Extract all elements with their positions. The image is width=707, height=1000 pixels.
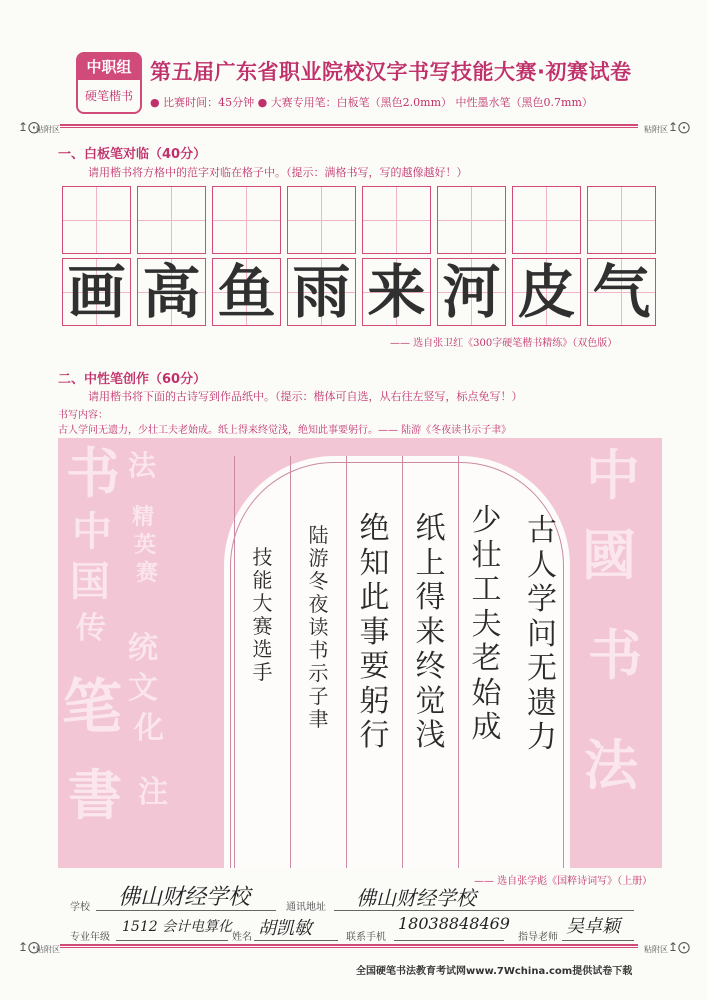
watermark-char: 法 [584,733,638,797]
model-cell [137,258,206,326]
badge-top: 中职组 [78,54,140,80]
grade-value: 1512 会计电算化 [122,919,233,935]
poem-char: 要 [359,649,390,684]
name-label: 姓名 [232,932,252,943]
poem-char: 上 [415,545,446,581]
poem-column [458,456,514,868]
poem-line [347,512,402,754]
model-grid [62,258,656,326]
poem-char: 问 [527,616,557,652]
section1-source: —— 选自张卫红《300字硬笔楷书精练》（双色版） [390,338,618,349]
margin-tag: 粘附区 [644,125,668,134]
poem-char: 知 [359,545,390,581]
poem-char: 赛 [252,614,273,638]
poem-char: 游 [308,546,329,570]
poem-char: 躬 [359,683,390,719]
watermark-char: 注 [138,775,168,810]
content-label: 书写内容： [58,410,108,421]
watermark-char: 书 [66,441,120,505]
footer-text: 全国硬笔书法教育考试网www.7Wchina.com提供试卷下载 [356,966,633,977]
poem-column [346,456,402,868]
watermark-char: 书 [588,623,642,687]
poem-column [514,456,570,868]
phone-field[interactable] [394,940,504,941]
school-label: 学校 [70,902,90,913]
watermark-char: 國 [582,523,636,587]
address-label: 通讯地址 [286,902,326,913]
binding-mark-icon: ↥⨀ [668,120,691,134]
poem-char: 壮 [471,537,502,573]
poem-char: 技 [252,545,273,569]
practice-cell[interactable] [212,186,281,254]
poem-char: 遗 [527,685,557,721]
poem-column [234,456,290,868]
poem-line [514,514,570,756]
poem-char: 冬 [308,569,329,593]
poem-char: 手 [252,660,273,684]
watermark-char: 笔 [62,673,122,743]
margin-tag: 粘附区 [644,945,668,954]
phone-value: 18038848469 [398,914,510,933]
watermark-char: 文 [128,671,158,706]
poem-char: 学 [527,582,557,617]
watermark-char: 传 [76,611,106,646]
watermark-char: 英 [134,532,157,558]
teacher-field[interactable] [562,940,634,941]
watermark-char: 精 [132,504,155,530]
exam-info: ● 比赛时间：45分钟 ● 大赛专用笔：白板笔（黑色2.0mm） 中性墨水笔（黑色0.7mm） [150,96,593,109]
poem-char: 得 [415,580,446,615]
practice-cell[interactable] [437,186,506,254]
poem-char: 大 [252,591,273,615]
poem-line [403,512,458,754]
poem-line [459,504,514,746]
school-value: 佛山财经学校 [118,885,251,910]
model-char: 河 [442,258,501,326]
poem-char: 纸 [415,511,446,546]
teacher-value: 吴卓颖 [566,916,620,937]
watermark-char: 中 [72,508,112,555]
model-char: 鱼 [217,258,276,326]
grade-field[interactable] [116,940,228,941]
practice-cell[interactable] [287,186,356,254]
model-char: 高 [142,258,201,326]
poem-char: 选 [252,637,273,661]
model-char: 画 [67,258,126,326]
watermark-char: 化 [134,711,164,746]
poem-char: 子 [308,684,329,708]
poem-char: 读 [308,615,329,639]
poem-char: 示 [308,661,329,685]
poem-char: 成 [471,710,502,745]
practice-cell[interactable] [137,186,206,254]
margin-tag: 粘附区 [36,945,60,954]
model-cell [512,258,581,326]
poem-column [290,456,346,868]
poem-char: 能 [252,568,273,592]
poem-char: 古 [527,513,557,548]
poem-char: 少 [471,503,502,538]
section2-source: —— 选自张学彪《国粹诗词写》（上册） [474,876,653,887]
section2-title: 二、中性笔创作（60分） [58,372,207,387]
poem-char: 力 [527,720,557,755]
practice-cell[interactable] [62,186,131,254]
poem-char: 陆 [308,523,329,547]
content-text: 古人学问无遗力，少壮工夫老始成。纸上得来终觉浅，绝知此事要躬行。—— 陆游《冬夜读书示子聿》 [58,425,512,436]
poem-char: 始 [471,675,502,711]
poem-char: 觉 [415,683,446,719]
poem-signature [235,546,290,684]
name-value: 胡凯敏 [258,918,312,939]
poem-char: 终 [415,649,446,684]
practice-cell[interactable] [587,186,656,254]
grade-label: 专业年级 [70,932,110,943]
watermark-char: 法 [128,449,157,482]
poem-char: 此 [359,580,390,615]
address-value: 佛山财经学校 [356,886,476,910]
division-badge [76,52,142,114]
poem-scroll [224,456,570,868]
model-char: 皮 [517,258,576,326]
page-title: 第五届广东省职业院校汉字书写技能大赛·初赛试卷 [150,60,632,84]
model-cell [287,258,356,326]
poem-char: 人 [527,547,557,583]
section1-instruction: 请用楷书将方格中的范字对临在格子中。（提示：满格书写，写的越像越好！） [88,166,468,179]
poem-char: 浅 [415,718,446,753]
practice-cell[interactable] [362,186,431,254]
poem-char: 老 [471,641,502,676]
model-char: 来 [367,258,426,326]
watermark-char: 書 [68,763,122,827]
binding-mark-icon: ↥⨀ [18,940,41,954]
model-cell [437,258,506,326]
model-char: 雨 [292,258,351,326]
poem-char: 事 [359,614,390,650]
poem-char: 无 [527,651,557,686]
watermark-char: 赛 [136,560,159,586]
model-cell [362,258,431,326]
top-rule [60,124,638,128]
margin-tag: 粘附区 [36,125,60,134]
poem-char: 行 [359,718,390,753]
phone-label: 联系手机 [346,932,386,943]
badge-bottom: 硬笔楷书 [84,89,133,103]
poem-char: 夜 [308,592,329,616]
section2-instruction: 请用楷书将下面的古诗写到作品纸中。（提示：楷体可自选，从右往左竖写，标点免写！） [88,390,523,403]
binding-mark-icon: ↥⨀ [18,120,41,134]
practice-cell[interactable] [512,186,581,254]
watermark-char: 中 [586,443,640,507]
poem-column [402,456,458,868]
poem-char: 书 [308,638,329,662]
poem-char: 夫 [471,606,502,642]
bottom-rule [60,944,638,948]
section1-title: 一、白板笔对临（40分） [58,147,207,162]
poem-char: 聿 [308,707,329,731]
practice-grid [62,186,656,254]
watermark-char: 国 [70,558,110,605]
watermark-char: 统 [128,631,158,666]
poem-char: 工 [471,572,502,607]
poem-char: 来 [415,614,446,650]
name-field[interactable] [254,940,338,941]
teacher-label: 指导老师 [518,932,558,943]
model-char: 气 [592,258,651,326]
poem-signature [291,524,346,731]
artwork-paper [58,438,662,868]
model-cell [212,258,281,326]
poem-char: 绝 [359,511,390,546]
binding-mark-icon: ↥⨀ [668,940,691,954]
model-cell [62,258,131,326]
model-cell [587,258,656,326]
